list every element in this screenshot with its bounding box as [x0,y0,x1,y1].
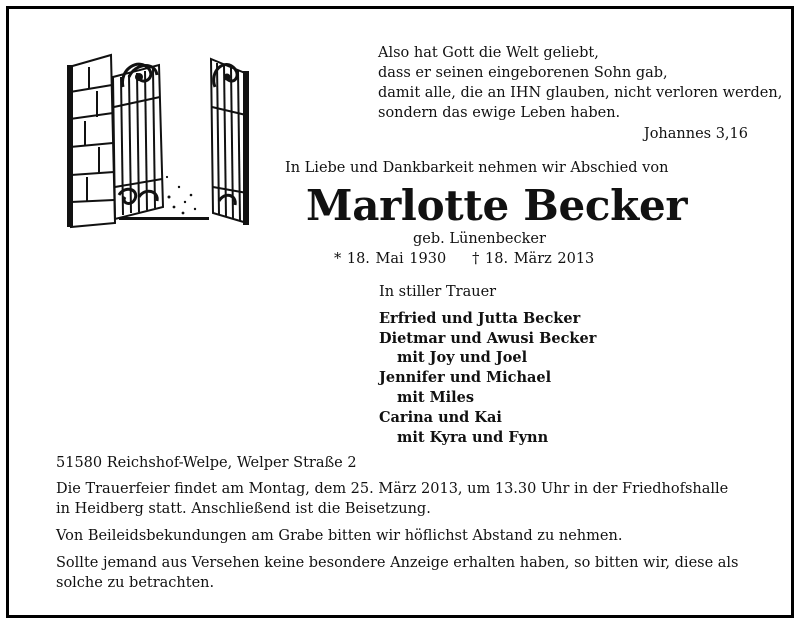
life-dates [334,251,594,267]
mourner-entry: Carina und Kai [379,408,502,426]
mourner-entry: mit Kyra und Fynn [397,428,549,446]
verse-line: Also hat Gott die Welt geliebt, [378,45,599,61]
mourner-entry: Jennifer und Michael [379,369,552,387]
mourners-list [379,283,596,447]
deceased-name: Marlotte Becker [306,181,688,230]
birth-date: * 18. Mai 1930 [334,251,447,267]
verse-line: sondern das ewige Leben haben. [378,105,621,121]
verse-reference: Johannes 3,16 [643,126,748,142]
death-date: † 18. März 2013 [472,251,595,267]
obituary-notice [6,6,794,618]
mourner-entry: mit Miles [397,388,475,406]
mourner-entry: Erfried und Jutta Becker [379,309,581,327]
mourning-label: In stiller Trauer [379,284,497,300]
mourner-entry: mit Joy und Joel [397,349,528,367]
open-gate-icon [59,47,259,229]
verse-line: dass er seinen eingeborenen Sohn gab, [378,65,668,81]
notice-text: Sollte jemand aus Versehen keine besondere Anzeige erhalten haben, so bitten wir, diese als solche zu betrachten. [56,555,739,591]
funeral-details: Die Trauerfeier findet am Montag, dem 25. März 2013, um 13.30 Uhr in der Friedhofshalle in Heidberg statt. Anschließend ist die Beisetzung. [56,481,729,517]
mourner-entry: Dietmar und Awusi Becker [379,329,597,347]
bible-verse [378,43,783,144]
verse-line: damit alle, die an IHN glauben, nicht verloren werden, [378,85,783,101]
address: 51580 Reichshof-Welpe, Welper Straße 2 [56,455,357,471]
condolence-request: Von Beileidsbekundungen am Grabe bitten wir höflichst Abstand zu nehmen. [56,528,623,544]
intro-text: In Liebe und Dankbarkeit nehmen wir Abschied von [285,160,669,176]
funeral-info [56,453,746,600]
born-name: geb. Lünenbecker [413,231,546,247]
